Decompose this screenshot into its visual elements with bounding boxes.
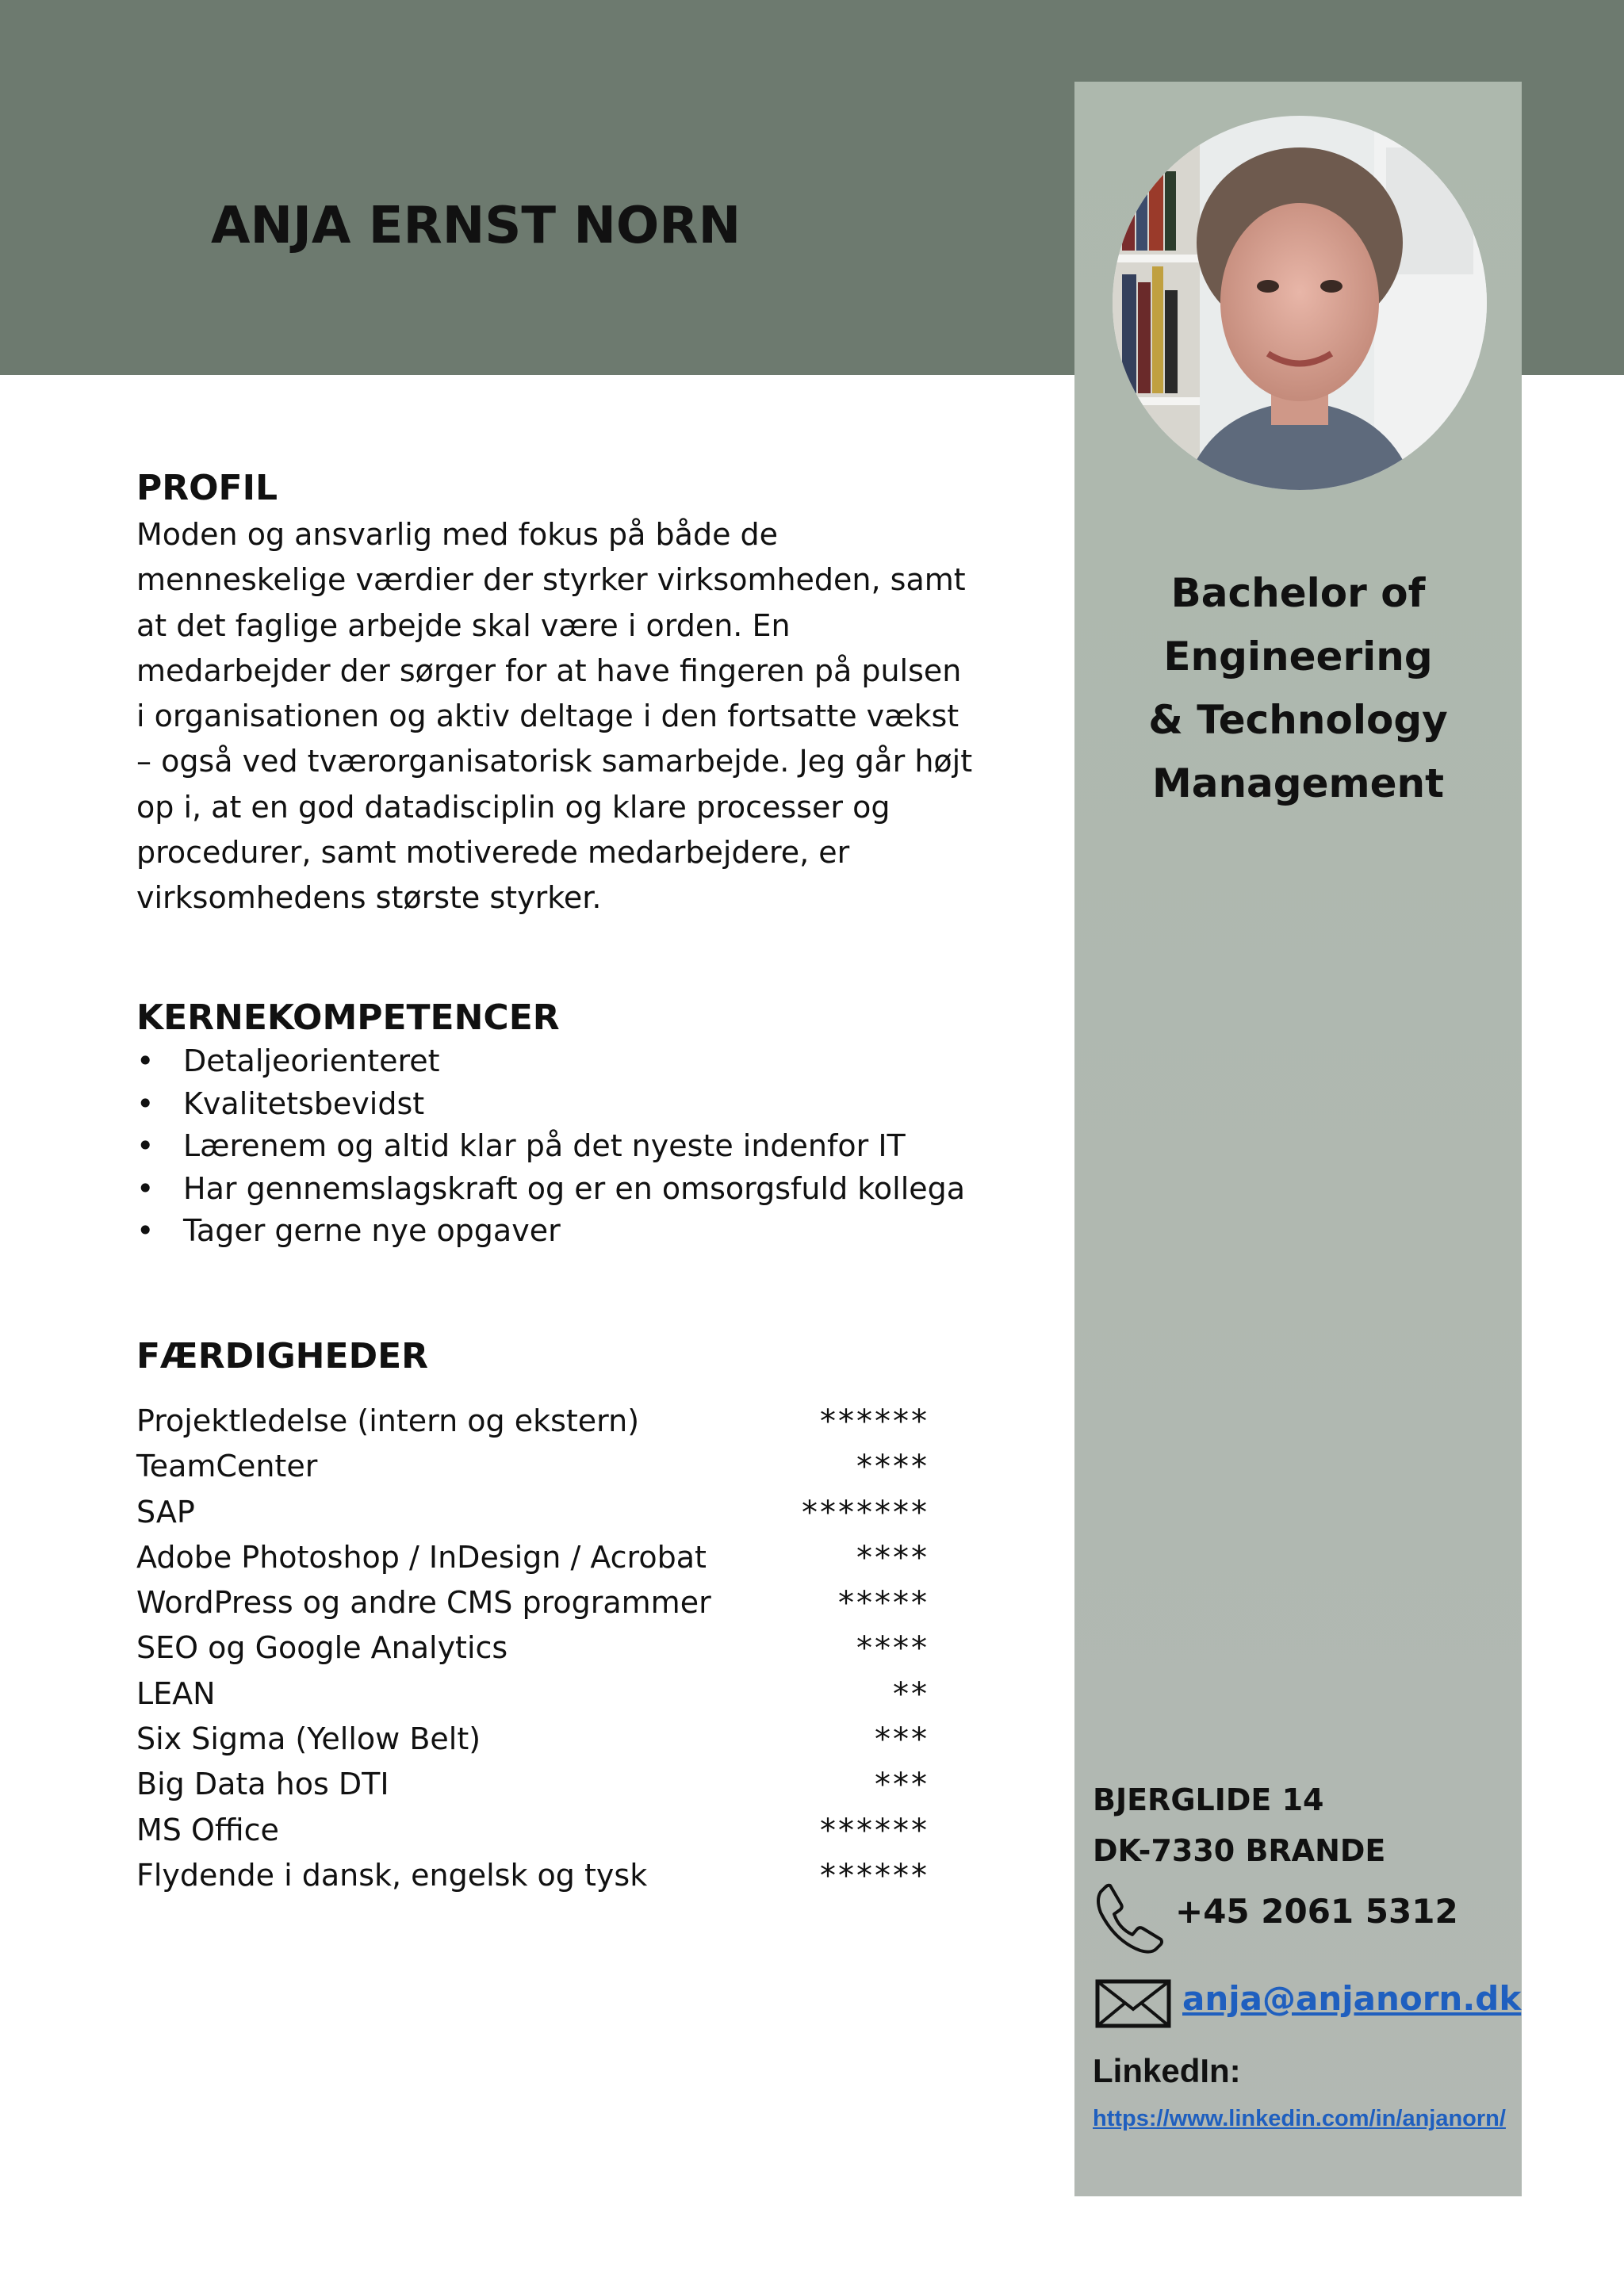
skill-name: Six Sigma (Yellow Belt) [136, 1721, 481, 1757]
list-item [136, 1086, 965, 1129]
linkedin-label: LinkedIn: [1093, 2052, 1241, 2089]
list-item [136, 1213, 965, 1256]
skill-rating: *** [875, 1767, 929, 1804]
skill-rating: ****** [820, 1812, 929, 1849]
skill-rating: *** [875, 1721, 929, 1759]
competence-text: Lærenem og altid klar på det nyeste indenfor IT [183, 1128, 906, 1163]
email-link[interactable]: anja@anjanorn.dk [1182, 1979, 1522, 2018]
skill-row [136, 1449, 929, 1494]
skill-name: TeamCenter [136, 1449, 318, 1484]
skill-name: Adobe Photoshop / InDesign / Acrobat [136, 1539, 707, 1575]
envelope-icon [1095, 1979, 1171, 2028]
degree-line: & Technology [1148, 697, 1448, 743]
skill-name: Projektledelse (intern og ekstern) [136, 1403, 640, 1438]
bullet-icon: • [136, 1213, 155, 1248]
skill-rating: **** [856, 1630, 929, 1667]
competence-text: Tager gerne nye opgaver [183, 1213, 561, 1248]
competences-heading: KERNEKOMPETENCER [136, 997, 560, 1038]
list-item [136, 1043, 965, 1086]
skill-rating: ***** [838, 1585, 929, 1622]
skills-heading: FÆRDIGHEDER [136, 1336, 429, 1376]
address [1093, 1775, 1385, 1876]
bullet-icon: • [136, 1170, 155, 1206]
skill-row [136, 1721, 929, 1767]
skill-name: WordPress og andre CMS programmer [136, 1585, 711, 1621]
skill-row [136, 1585, 929, 1630]
skill-row [136, 1767, 929, 1812]
skill-rating: ****** [820, 1857, 929, 1894]
competence-text: Kvalitetsbevidst [183, 1085, 425, 1121]
address-line: BJERGLIDE 14 [1093, 1782, 1324, 1817]
skill-row [136, 1813, 929, 1858]
list-item [136, 1171, 965, 1214]
skill-name: LEAN [136, 1675, 216, 1711]
skill-name: Flydende i dansk, engelsk og tysk [136, 1857, 648, 1893]
competence-text: Detaljeorienteret [183, 1043, 440, 1078]
degree-line: Management [1151, 760, 1445, 806]
profile-photo [1113, 116, 1487, 490]
skill-name: MS Office [136, 1812, 279, 1847]
phone-icon [1093, 1881, 1166, 1954]
degree-line: Engineering [1163, 634, 1433, 680]
bullet-icon: • [136, 1085, 155, 1121]
competence-text: Har gennemslagskraft og er en omsorgsfuld kollega [183, 1170, 966, 1206]
skill-name: SAP [136, 1494, 195, 1530]
candidate-name: ANJA ERNST NORN [211, 197, 741, 255]
profile-text: Moden og ansvarlig med fokus på både de menneskelige værdier der styrker virksomheden, samt at det faglige arbejde skal være i orden. En medarbejder der sørger for at have fingeren på pulsen i organisationen og aktiv deltage i den fortsatte vækst – også ved tværorganisatorisk samarbejde. Jeg går højt op i, at en god datadisciplin og klare processer og procedurer, samt motiverede medarbejdere, er virksomhedens største styrker. [136, 517, 973, 916]
degree-title [1074, 561, 1522, 815]
list-item [136, 1128, 965, 1171]
bullet-icon: • [136, 1043, 155, 1078]
skill-rating: **** [856, 1449, 929, 1486]
skill-name: Big Data hos DTI [136, 1767, 389, 1802]
address-line: DK-7330 BRANDE [1093, 1833, 1386, 1868]
bullet-icon: • [136, 1128, 155, 1163]
skill-rating: ******* [802, 1494, 929, 1531]
skill-rating: ** [893, 1675, 929, 1713]
skill-row [136, 1630, 929, 1675]
degree-line: Bachelor of [1170, 570, 1426, 616]
skill-rating: ****** [820, 1403, 929, 1440]
competences-list [136, 1043, 965, 1256]
phone-number[interactable]: +45 2061 5312 [1175, 1892, 1458, 1931]
skills-list [136, 1403, 929, 1903]
skill-row [136, 1403, 929, 1449]
skill-rating: **** [856, 1539, 929, 1576]
skill-row [136, 1540, 929, 1585]
linkedin-link[interactable]: https://www.linkedin.com/in/anjanorn/ [1093, 2106, 1506, 2131]
skill-row [136, 1495, 929, 1540]
skill-row [136, 1676, 929, 1721]
profile-heading: PROFIL [136, 468, 278, 508]
skill-name: SEO og Google Analytics [136, 1630, 508, 1666]
skill-row [136, 1858, 929, 1903]
